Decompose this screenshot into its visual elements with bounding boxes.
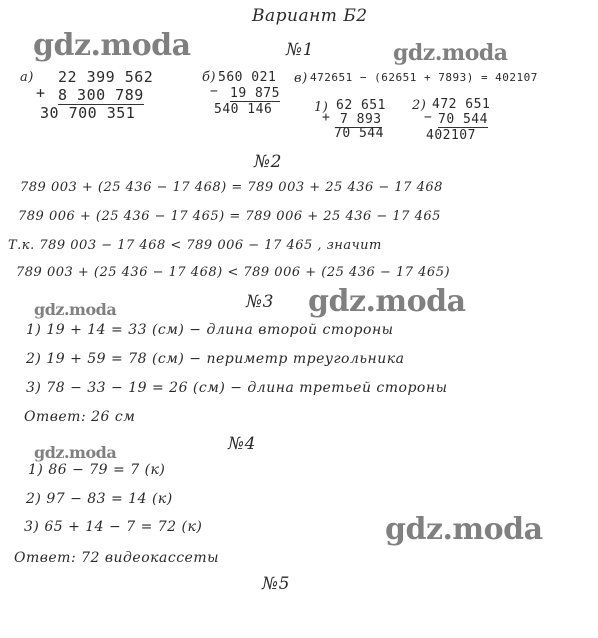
- task1-b-line1: 560 021: [218, 70, 277, 85]
- variant-title: Вариант Б2: [252, 6, 368, 26]
- task2-line1: 789 003 + (25 436 − 17 468) = 789 003 + 25 436 − 17 468: [20, 180, 443, 195]
- task3-answer: Ответ: 26 см: [24, 409, 136, 425]
- task5-heading: №5: [262, 574, 290, 594]
- task1-c1-plus: +: [322, 110, 331, 125]
- task4-answer: Ответ: 72 видеокассеты: [14, 550, 219, 566]
- task1-c1-label: 1): [314, 100, 329, 115]
- watermark-logo: gdz.moda: [393, 40, 508, 66]
- task4-line2: 2) 97 − 83 = 14 (к): [26, 491, 173, 507]
- task1-b-minus: −: [210, 84, 219, 99]
- task1-c2-label: 2): [412, 98, 427, 113]
- task2-line4: 789 003 + (25 436 − 17 468) < 789 006 + (25 436 − 17 465): [16, 265, 451, 280]
- task1-b-result: 540 146: [214, 102, 273, 117]
- task3-line3: 3) 78 − 33 − 19 = 26 (см) − длина третьей стороны: [26, 380, 448, 396]
- task2-heading: №2: [254, 152, 282, 172]
- task1-a-line1: 22 399 562: [58, 68, 154, 86]
- watermark-logo: gdz.moda: [34, 443, 117, 462]
- task1-c1-result: 70 544: [334, 126, 384, 141]
- task2-line3: Т.к. 789 003 − 17 468 < 789 006 − 17 465 , значит: [8, 238, 382, 253]
- task4-heading: №4: [228, 434, 256, 454]
- task1-b-line2: 19 875: [230, 86, 280, 101]
- task4-line1: 1) 86 − 79 = 7 (к): [28, 462, 166, 478]
- task1-a-label: а): [20, 70, 34, 85]
- watermark-logo: gdz.moda: [385, 512, 543, 547]
- task1-c2-minus: −: [424, 110, 433, 125]
- watermark-logo: gdz.moda: [33, 28, 191, 63]
- task3-line1: 1) 19 + 14 = 33 (см) − длина второй стороны: [26, 322, 394, 338]
- task1-a-result: 30 700 351: [40, 104, 136, 122]
- task3-line2: 2) 19 + 59 = 78 (см) − периметр треугольника: [26, 351, 405, 367]
- watermark-logo: gdz.moda: [308, 284, 466, 319]
- task4-line3: 3) 65 + 14 − 7 = 72 (к): [24, 519, 203, 535]
- task1-c2-line2: 70 544: [438, 112, 488, 127]
- task1-c1-line1: 62 651: [336, 98, 386, 113]
- task1-c2-result: 402107: [426, 128, 476, 143]
- task1-c2-line1: 472 651: [432, 97, 491, 112]
- task1-c-label: в): [294, 71, 308, 86]
- task3-heading: №3: [246, 292, 274, 312]
- task1-c1-line2: 7 893: [340, 112, 382, 127]
- task1-a-line2: 8 300 789: [58, 86, 144, 104]
- watermark-logo: gdz.moda: [34, 300, 117, 319]
- task1-heading: №1: [286, 40, 314, 60]
- task1-a-plus: +: [36, 84, 46, 102]
- task1-c-expression: 472651 − (62651 + 7893) = 402107: [310, 71, 538, 84]
- task1-b-label: б): [202, 70, 217, 85]
- task2-line2: 789 006 + (25 436 − 17 465) = 789 006 + 25 436 − 17 465: [18, 209, 441, 224]
